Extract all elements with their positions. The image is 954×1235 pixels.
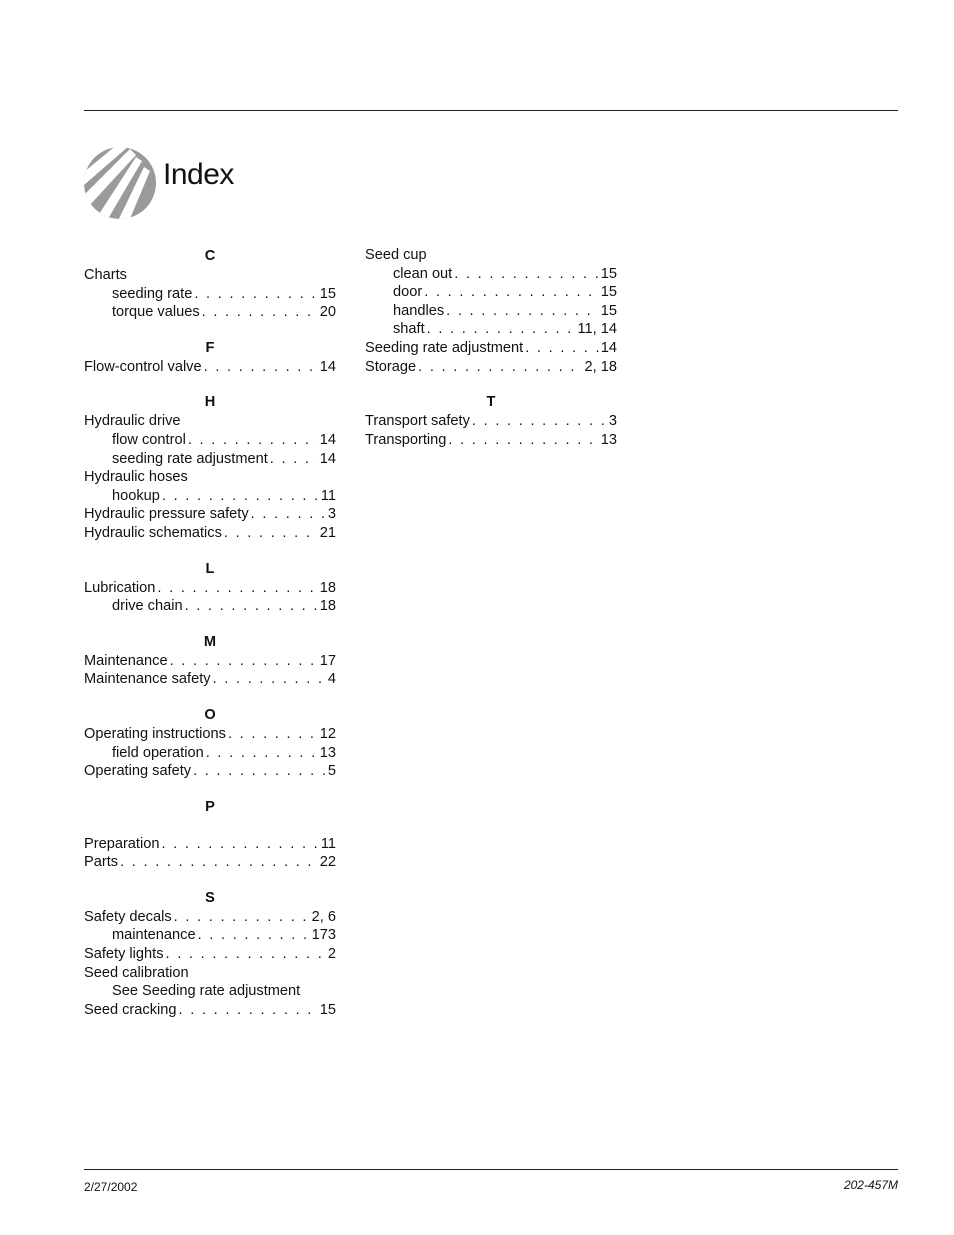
index-page-ref: 15: [319, 285, 336, 302]
index-page-ref: 13: [319, 744, 336, 761]
index-page-ref: 2, 18: [584, 358, 617, 375]
dot-leader: [120, 853, 318, 872]
dot-leader: [251, 505, 326, 524]
dot-leader: [224, 524, 318, 543]
index-entry: [84, 505, 336, 524]
index-page-ref: 18: [319, 598, 336, 615]
index-letter-heading: F: [205, 339, 215, 356]
index-term: Safety lights: [84, 946, 164, 963]
index-term: hookup: [112, 487, 160, 504]
index-term: Storage: [365, 358, 417, 375]
index-page-ref: 13: [600, 431, 617, 448]
index-page-ref: 3: [327, 506, 336, 523]
index-term: Maintenance: [84, 652, 168, 669]
index-entry: [84, 358, 336, 377]
index-term: Operating instructions: [84, 725, 226, 742]
dot-leader: [185, 597, 318, 616]
dot-leader: [228, 725, 318, 744]
dot-leader: [270, 450, 318, 469]
footer-rule: [84, 1169, 898, 1170]
index-term: Safety decals: [84, 908, 172, 925]
index-page-ref: 5: [327, 763, 336, 780]
dot-leader: [170, 652, 318, 671]
index-term: Lubrication: [84, 579, 156, 596]
index-entry: [84, 468, 336, 487]
index-entry: [84, 412, 336, 431]
page-title: Index: [163, 158, 234, 191]
index-subentry: [84, 926, 336, 945]
index-term: Parts: [84, 854, 119, 871]
dot-leader: [162, 487, 319, 506]
dot-leader: [202, 303, 318, 322]
index-term: field operation: [112, 744, 204, 761]
index-term: Seed calibration: [84, 964, 189, 981]
dot-leader: [206, 744, 318, 763]
index-letter-heading: T: [486, 394, 496, 411]
dot-leader: [178, 1001, 317, 1020]
dot-leader: [446, 302, 599, 321]
index-entry: [365, 358, 617, 377]
index-term: Flow-control valve: [84, 358, 202, 375]
index-entry: [84, 1001, 336, 1020]
index-subentry: [84, 431, 336, 450]
index-page-ref: 2: [327, 946, 336, 963]
index-term: door: [393, 284, 423, 301]
dot-leader: [448, 431, 598, 450]
index-entry: [84, 762, 336, 781]
index-term: See Seeding rate adjustment: [112, 983, 301, 1000]
dot-leader: [213, 670, 326, 689]
dot-leader: [525, 339, 599, 358]
dot-leader: [193, 762, 326, 781]
index-entry: [365, 412, 617, 431]
index-term: seeding rate: [112, 285, 193, 302]
dot-leader: [188, 431, 318, 450]
index-subentry: [365, 320, 617, 339]
index-letter-heading: O: [204, 706, 216, 723]
index-subentry: [84, 487, 336, 506]
index-page-ref: 22: [319, 854, 336, 871]
dot-leader: [157, 579, 317, 598]
index-term: seeding rate adjustment: [112, 450, 268, 467]
index-term: Seed cup: [365, 247, 427, 263]
index-page-ref: 12: [319, 725, 336, 742]
index-letter-heading: H: [204, 394, 216, 411]
dot-leader: [194, 285, 317, 304]
index-page-ref: 14: [600, 339, 617, 356]
index-term: Seed cracking: [84, 1001, 177, 1018]
index-page-ref: 14: [319, 431, 336, 448]
index-subentry: [84, 744, 336, 763]
index-subentry: [84, 450, 336, 469]
index-page-ref: 18: [319, 579, 336, 596]
index-entry: [84, 266, 336, 285]
dot-leader: [161, 835, 318, 854]
index-letter-heading: C: [204, 248, 216, 264]
dot-leader: [454, 265, 599, 284]
index-page-ref: 17: [319, 652, 336, 669]
index-term: Hydraulic schematics: [84, 524, 222, 541]
dot-leader: [472, 412, 607, 431]
index-term: shaft: [393, 321, 425, 338]
index-entry: [84, 835, 336, 854]
index-term: Charts: [84, 267, 127, 283]
index-entry: [84, 579, 336, 598]
index-term: Maintenance safety: [84, 671, 211, 688]
index-page-ref: 21: [319, 524, 336, 541]
index-term: drive chain: [112, 598, 183, 615]
index-page-ref: 15: [600, 302, 617, 319]
index-letter-heading: L: [205, 560, 215, 577]
index-subentry: [365, 265, 617, 284]
dot-leader: [424, 283, 599, 302]
dot-leader: [418, 358, 582, 377]
index-term: Hydraulic hoses: [84, 469, 188, 486]
index-term: Preparation: [84, 835, 160, 852]
footer-document-number: 202-457M: [843, 1178, 898, 1192]
index-subentry: [365, 302, 617, 321]
index-subentry: [84, 303, 336, 322]
header-rule: [84, 110, 898, 111]
index-letter-heading: M: [203, 633, 217, 650]
index-term: Hydraulic drive: [84, 413, 181, 430]
index-subentry: [84, 982, 336, 1001]
index-page-ref: 2, 6: [311, 908, 336, 925]
index-subentry: [84, 285, 336, 304]
footer-date: 2/27/2002: [84, 1180, 138, 1194]
index-entry: [84, 908, 336, 927]
index-entry: [84, 725, 336, 744]
index-page-ref: 173: [311, 927, 336, 944]
index-page-ref: 15: [600, 284, 617, 301]
dot-leader: [198, 926, 310, 945]
dot-leader: [174, 908, 310, 927]
index-subentry: [84, 597, 336, 616]
index-term: clean out: [393, 265, 453, 282]
index-term: Transport safety: [365, 413, 470, 430]
index-column-left: [84, 246, 336, 1019]
brand-logo-icon: [84, 147, 156, 219]
index-page-ref: 4: [327, 671, 336, 688]
index-entry: [84, 964, 336, 983]
index-entry: [84, 652, 336, 671]
dot-leader: [427, 320, 576, 339]
index-page-ref: 15: [319, 1001, 336, 1018]
dot-leader: [166, 945, 326, 964]
index-page-ref: 15: [600, 265, 617, 282]
index-page-ref: 14: [319, 358, 336, 375]
index-letter-heading: P: [205, 798, 215, 815]
index-entry: [84, 945, 336, 964]
index-entry: [365, 431, 617, 450]
index-letter-heading: S: [205, 889, 215, 906]
index-term: maintenance: [112, 927, 196, 944]
index-page-ref: 11: [320, 835, 336, 852]
index-entry: [84, 670, 336, 689]
index-term: Operating safety: [84, 763, 192, 780]
index-term: handles: [393, 302, 445, 319]
index-entry: [84, 853, 336, 872]
index-entry: [365, 246, 617, 265]
index-page-ref: 14: [319, 450, 336, 467]
index-term: flow control: [112, 431, 186, 448]
index-entry: [84, 524, 336, 543]
index-term: Hydraulic pressure safety: [84, 506, 249, 523]
index-subentry: [365, 283, 617, 302]
index-entry: [365, 339, 617, 358]
index-page-ref: 20: [319, 304, 336, 321]
index-term: torque values: [112, 304, 200, 321]
index-page-ref: 11, 14: [577, 321, 617, 338]
index-column-right: [365, 246, 617, 449]
index-term: Transporting: [365, 431, 447, 448]
index-page-ref: 3: [608, 413, 617, 430]
dot-leader: [204, 358, 318, 377]
index-page-ref: 11: [320, 487, 336, 504]
index-term: Seeding rate adjustment: [365, 339, 524, 356]
